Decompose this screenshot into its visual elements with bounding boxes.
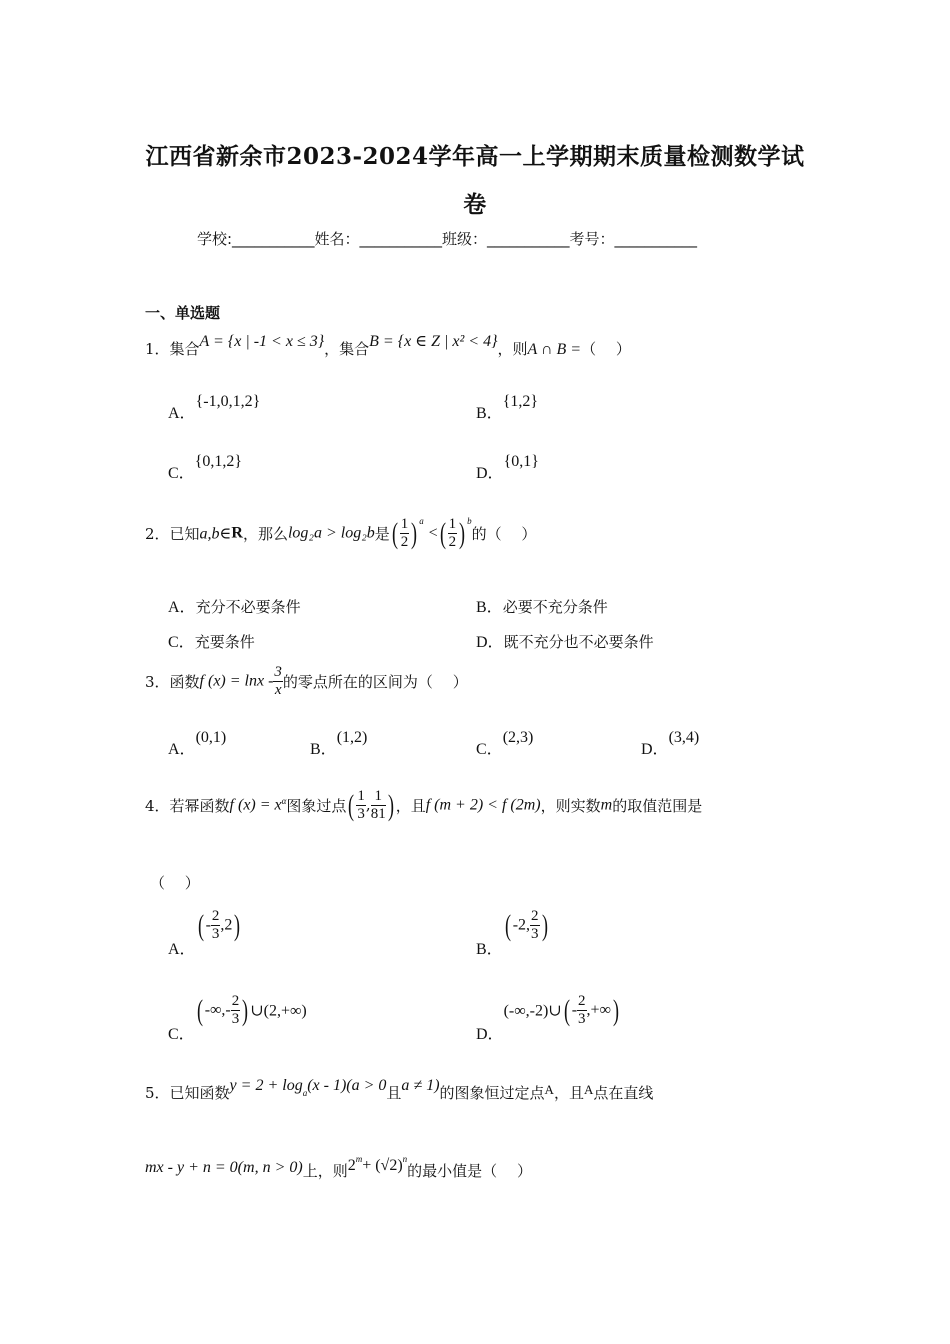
q3-option-a[interactable]: [168, 729, 227, 759]
frac-num: 1: [448, 516, 457, 532]
point-a: A: [544, 1082, 554, 1097]
question-1: [145, 333, 631, 359]
option-label: C．: [168, 465, 195, 482]
question-3: [145, 664, 468, 699]
frac-num: 2: [231, 993, 240, 1009]
q3-tail: 的零点所在的区间为（ ）: [282, 673, 468, 691]
q4-text-2: ，且: [395, 797, 426, 815]
q5-expr-base: 2: [347, 1157, 356, 1174]
q4-paren: （ ）: [150, 874, 200, 892]
option-value: {-1,0,1,2}: [195, 393, 261, 410]
page-title-cont: 卷: [463, 191, 487, 218]
q5-function-rest: (x - 1)(a > 0: [307, 1077, 387, 1094]
q1-option-a[interactable]: [168, 393, 261, 423]
frac-den: x: [274, 682, 282, 698]
frac-den: 3: [578, 1011, 586, 1027]
option-label: C．: [476, 741, 503, 758]
page-title: 江西省新余市2023-2024学年高一上学期期末质量检测数学试: [145, 143, 805, 170]
paren-left: (: [563, 993, 570, 1027]
q1-set-a: A = {x | -1 < x ≤ 3}: [199, 333, 325, 350]
q3-option-c[interactable]: [476, 729, 534, 759]
paren-left: (: [196, 993, 203, 1027]
q4-function: f (x) = x: [229, 796, 282, 814]
q5-function: y = 2 + log: [229, 1077, 303, 1094]
q5-tail: 的图象恒过定点: [439, 1084, 545, 1102]
exp-a: a: [419, 516, 424, 526]
less-than: <: [428, 524, 438, 542]
exp-alpha: α: [281, 796, 287, 806]
q3-option-d[interactable]: [641, 729, 700, 759]
student-info-line: 学校:___________姓名：___________班级：___________考号：___________: [197, 230, 698, 248]
q2-text-is: 是: [374, 525, 390, 543]
q5-tail-2: 点在直线: [593, 1084, 654, 1102]
paren-right: ): [387, 788, 394, 822]
q1-text-tail: ，则: [497, 340, 528, 358]
q3-number: 3．函数: [145, 673, 200, 691]
question-5: [145, 1077, 654, 1104]
frac-num: 3: [274, 664, 282, 680]
q2-tail: 的（ ）: [471, 525, 537, 543]
option-value: (1,2): [336, 729, 368, 746]
option-label: B．: [310, 741, 337, 758]
option-value: 充分不必要条件: [195, 598, 301, 616]
point-a: A: [583, 1082, 594, 1097]
q4-option-d[interactable]: D．(-∞,-2)∪( - $\frac{2}{3}$ ,+∞): [476, 993, 619, 1043]
paren-left: (: [504, 908, 511, 942]
paren-left: (: [439, 516, 446, 550]
q4-var-m: m: [600, 796, 613, 814]
option-label: B．: [476, 405, 503, 422]
q3-option-b[interactable]: [310, 729, 368, 759]
frac-num: 1: [371, 788, 386, 806]
exp-n: n: [402, 1154, 408, 1164]
q2-option-c[interactable]: [168, 629, 255, 652]
section-heading: 一、单选题: [145, 304, 221, 322]
q2-real-set: R: [231, 524, 243, 542]
q2-option-d[interactable]: [476, 629, 654, 652]
q5-and: 且: [386, 1084, 402, 1102]
q1-text: ，集合: [324, 340, 370, 358]
question-2: [145, 516, 536, 551]
option-label: D．: [476, 634, 504, 651]
option-label: B．: [476, 599, 503, 616]
q5-condition: a ≠ 1): [401, 1077, 440, 1094]
question-5-cont: [145, 1154, 532, 1181]
q5-number: 5．已知函数: [145, 1084, 230, 1102]
paren-right: ): [242, 993, 249, 1027]
option-value: {0,1,2}: [194, 453, 243, 470]
option-value: {0,1}: [503, 453, 539, 470]
q1-set-b: B = {x ∈ Z | x² < 4}: [369, 333, 498, 350]
q2-text: ，那么: [242, 525, 288, 543]
q1-option-c[interactable]: [168, 453, 243, 483]
option-label: D．: [476, 465, 504, 482]
option-label: C．: [168, 1025, 195, 1043]
frac-num: 2: [531, 908, 539, 924]
frac-num: 2: [211, 908, 220, 924]
q4-option-b[interactable]: B．( -2, $\frac{2}{3}$ ): [476, 908, 548, 958]
option-value: 充要条件: [194, 633, 255, 651]
frac-num: 2: [578, 993, 586, 1009]
q4-option-a[interactable]: A．( - $\frac{2}{3}$ ,2): [168, 908, 241, 958]
q5-line-equation: mx - y + n = 0(m, n > 0): [145, 1159, 303, 1176]
q1-number: 1．集合: [145, 340, 200, 358]
frac-den: 2: [400, 534, 409, 550]
option-value: (2,3): [502, 729, 534, 746]
option-value: 既不充分也不必要条件: [503, 633, 654, 651]
frac-num: 1: [357, 788, 365, 804]
q2-number: 2．已知: [145, 525, 200, 543]
q5-expr-sqrt: + (√2): [362, 1157, 403, 1174]
option-label: C．: [168, 634, 195, 651]
paren-right: ): [612, 993, 619, 1027]
paren-left: (: [391, 516, 398, 550]
option-label: A．: [168, 599, 196, 616]
exp-m: m: [355, 1154, 363, 1164]
q4-number: 4．若幂函数: [145, 797, 230, 815]
frac-den: 3: [531, 926, 539, 942]
q5-text-on: 上，则: [302, 1162, 348, 1180]
option-label: A．: [168, 940, 196, 958]
question-4: 4．若幂函数f $(x) = x^\alpha$图象过点( $\frac{1}{3}$ , $\frac{1}{81}$ ) ，且f (m + 2) < f (2m)，则实数m的取值范围是: [145, 788, 703, 822]
option-label: A．: [168, 405, 196, 422]
paren-right: ): [459, 516, 466, 550]
exp-b: b: [467, 516, 472, 526]
q1-expression: A ∩ B =: [527, 341, 582, 358]
q2-option-a[interactable]: [168, 594, 301, 617]
frac-den: 3: [211, 926, 220, 942]
paren-right: ): [541, 908, 548, 942]
frac-den: 2: [448, 534, 457, 550]
option-label: D．: [641, 741, 669, 758]
option-label: D．: [476, 1025, 504, 1043]
frac-den: 3: [231, 1011, 240, 1027]
q5-text: ，且: [553, 1084, 584, 1102]
q5-end: 的最小值是（ ）: [407, 1162, 532, 1180]
q4-text: 图象过点: [286, 797, 347, 815]
paren-left: (: [197, 908, 204, 942]
q2-vars: a,b∈: [199, 525, 232, 543]
q1-option-b[interactable]: [476, 393, 539, 423]
q4-tail: ，则实数: [540, 797, 601, 815]
option-label: B．: [476, 940, 503, 958]
paren-right: ): [234, 908, 241, 942]
q1-option-d[interactable]: [476, 453, 539, 483]
log-base: a: [302, 1088, 308, 1098]
frac-den: 3: [357, 806, 365, 822]
q4-inequality: f (m + 2) < f (2m): [425, 796, 541, 814]
option-value: (0,1): [195, 729, 227, 746]
q1-paren: （ ）: [581, 340, 631, 358]
option-value: (3,4): [668, 729, 700, 746]
q3-function: f (x) = lnx -: [199, 672, 274, 690]
paren-right: ): [411, 516, 418, 550]
q2-condition: log₂a > log₂b: [287, 524, 375, 542]
frac-num: 1: [400, 516, 409, 532]
paren-left: (: [348, 788, 355, 822]
option-label: A．: [168, 741, 196, 758]
q2-option-b[interactable]: [476, 594, 608, 617]
option-value: 必要不充分条件: [502, 598, 608, 616]
q4-option-c[interactable]: C．( -∞,- $\frac{2}{3}$ ) ∪(2,+∞): [168, 993, 307, 1043]
option-value: {1,2}: [502, 393, 539, 410]
frac-den: 81: [370, 806, 386, 822]
q4-tail-2: 的取值范围是: [612, 797, 703, 815]
